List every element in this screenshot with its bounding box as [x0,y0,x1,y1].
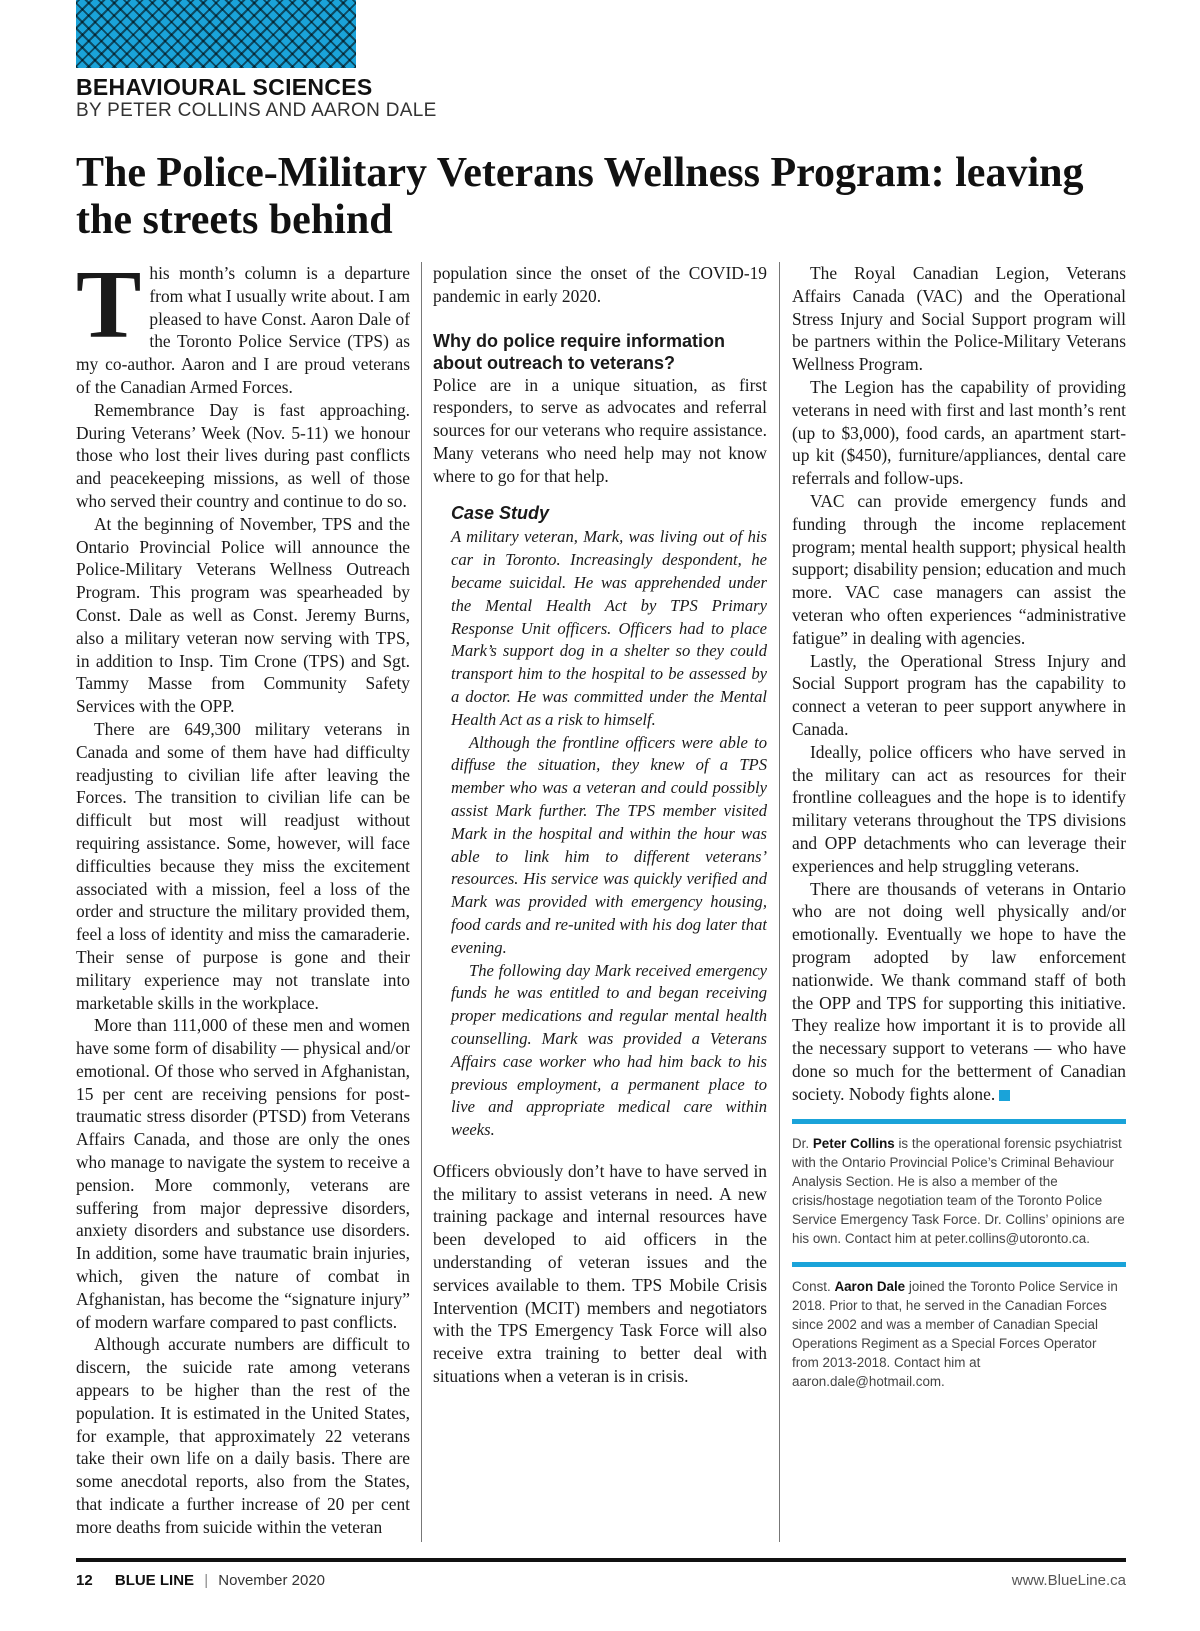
body-paragraph-continued: population since the onset of the COVID-19 pandemic in early 2020. [433,263,767,306]
body-paragraph: Police are in a unique situation, as first responders, to serve as advocates and referral sources for our veterans who require assistance. Many veterans who need help may not know where to go for that help. [433,374,767,486]
body-paragraph [433,1160,767,1388]
body-paragraph: The Royal Canadian Legion, Veterans Affairs Canada (VAC) and the Operational Stress Injury and Social Support program will be partners within the Police-Military Veterans Wellness Program. [792,263,1126,375]
paragraph-text: Officers obviously don’t have to have served in the military to assist veterans in need. A new training package and internal resources have been developed to aid officers in the understanding of veteran issues and the services available to them. TPS Mobile Crisis Intervention (MCIT) members and negotiators with the TPS Emergency Task Force will also receive extra training to better deal with situations when a veteran is in crisis. [433,1160,767,1387]
author-bio-dale [792,1262,1126,1391]
magazine-name: BLUE LINE [114,1572,195,1589]
website-link[interactable]: www.BlueLine.ca [1011,1572,1126,1589]
section-subhead: Why do police require information about outreach to veterans? [433,330,726,373]
body-paragraph: Although accurate numbers are difficult to discern, the suicide rate among veterans appears to be higher than the rest of the population. It is estimated in the United States, for example, that approximately 22 veterans take their own life on a daily basis. There are some anecdotal reports, also from the States, that indicate a further increase of 20 per cent more deaths from suicide within the veteran [76,1334,410,1537]
body-paragraph: Lastly, the Operational Stress Injury and Social Support program has the capability to connect a veteran to peer support anywhere in Canada. [792,650,1126,739]
drop-cap: T [76,262,142,359]
header-pattern-graphic [76,0,356,68]
author-name: Peter Collins [812,1136,895,1152]
section-label: BEHAVIOURAL SCIENCES [76,74,373,100]
body-paragraph [792,878,1126,1106]
bio-prefix: Const. [792,1279,831,1295]
body-paragraph: Ideally, police officers who have served in the military can act as resources for their frontline colleagues and the hope is to identify military veterans throughout the TPS divisions and OPP detachments who can leverage their experiences and help struggling veterans. [792,741,1126,876]
body-paragraph: VAC can provide emergency funds and funding through the income replacement program; mental health support; physical health support; disability pension; education and much more. VAC case managers can assist the veteran who often experiences “administrative fatigue” in dealing with agencies. [792,490,1126,648]
column-divider [779,262,780,1542]
case-study-paragraph: A military veteran, Mark, was living out of his car in Toronto. Increasingly despondent, he became suicidal. He was apprehended under the Mental Health Act by TPS Primary Response Unit officers. Officers had to place Mark’s support dog in a shelter so they could transport him to the hospital to be assessed by a doctor. He was committed under the Mental Health Act as a risk to himself. [451,527,767,729]
author-name: Aaron Dale [834,1279,906,1295]
bio-text: joined the Toronto Police Service in 2018. Prior to that, he served in the Canadian Forces since 2002 and was a member of Canadian Special Operations Regiment as a Special Forces Operator from 2013-2018. Contact him at aaron.dale@hotmail.com. [792,1279,1118,1390]
bio-text: is the operational forensic psychiatrist with the Ontario Provincial Police’s Criminal Behaviour Analysis Section. He is also a member of the crisis/hostage negotiation team of the Toronto Police Service Emergency Task Force. Dr. Collins’ opinions are his own. Contact him at peter.collins@utoronto.ca. [792,1136,1125,1247]
column-1 [76,262,410,1552]
footer-rule [76,1558,1126,1562]
page-number: 12 [76,1572,93,1589]
case-study-paragraph: The following day Mark received emergency funds he was entitled to and began receiving proper medications and regular mental health counselling. Mark was provided a Veterans Affairs case worker who had him back to his previous employment, a permanent place to live and appropriate medical care within weeks. [451,960,767,1140]
bio-prefix: Dr. [792,1136,810,1152]
footer-left [76,1572,325,1589]
end-of-article-mark [999,1090,1010,1101]
column-2 [433,262,767,1552]
body-paragraph: There are 649,300 military veterans in Canada and some of them have had difficulty readjusting to civilian life after leaving the Forces. The transition to civilian life can be difficult but most will readjust without requiring assistance. Some, however, will face difficulties because they miss the excitement associated with a mission, feel a loss of the order and structure the military provided them, feel a loss of identity and miss the camaraderie. Their sense of purpose is gone and their military experience may not translate into marketable skills in the workplace. [76,718,410,1013]
case-study-box [451,502,767,1142]
author-bio-collins [792,1119,1126,1248]
column-divider [421,262,422,1542]
article-headline: The Police-Military Veterans Wellness Program: leaving the streets behind [76,150,1084,243]
paragraph-text: his month’s column is a departure from what I usually write about. I am pleased to have Const. Aaron Dale of the Toronto Police Service (TPS) as my co-author. Aaron and I are proud veterans of the Canadian Armed Forces. [76,263,410,397]
body-paragraph [76,262,410,399]
footer-separator: | [204,1572,209,1589]
body-paragraph: At the beginning of November, TPS and the Ontario Provincial Police will announce the Police-Military Veterans Wellness Outreach Program. This program was spearheaded by Const. Dale as well as Const. Jeremy Burns, also a military veteran now serving with TPS, in addition to Insp. Tim Crone (TPS) and Sgt. Tammy Masse from Community Safety Services with the OPP. [76,513,410,717]
case-study-title: Case Study [451,502,550,523]
body-paragraph: More than 111,000 of these men and women have some form of disability — physical and/or emotional. Of those who served in Afghanistan, 15 per cent are receiving pensions for post-traumatic stress disorder (PTSD) from Veterans Affairs Canada, and those are only the ones who manage to navigate the system to receive a pension. More commonly, veterans are suffering from major depressive disorders, anxiety disorders and substance use disorders. In addition, some have traumatic brain injuries, which, given the nature of combat in Afghanistan, has become the “signature injury” of modern warfare compared to past conflicts. [76,1015,410,1332]
issue-date: November 2020 [218,1572,326,1589]
column-3 [792,262,1126,1552]
body-paragraph: The Legion has the capability of providing veterans in need with first and last month’s rent (up to $3,000), food cards, an apartment start-up kit ($450), furniture/appliances, dental care referrals and follow-ups. [792,376,1126,489]
case-study-paragraph: Although the frontline officers were able to diffuse the situation, they knew of a TPS member who was a veteran and could possibly assist Mark further. The TPS member visited Mark in the hospital and within the hour was able to link him to different veterans’ resources. His service was quickly verified and Mark was provided with emergency housing, food cards and re-united with his dog later that evening. [451,732,767,957]
paragraph-text: There are thousands of veterans in Ontario who are not doing well physically and/or emotionally. Eventually we hope to have the program adopted by law enforcement nationwide. We thank command staff of both the OPP and TPS for supporting this initiative. They realize how important it is to provide all the necessary support to veterans — who have done so much for the betterment of Canadian society. Nobody fights alone. [792,878,1126,1104]
body-paragraph: Remembrance Day is fast approaching. During Veterans’ Week (Nov. 5-11) we honour those who lost their lives during past conflicts and peacekeeping missions, as well of those who served their country and continue to do so. [76,399,410,511]
byline: BY PETER COLLINS AND AARON DALE [76,100,437,121]
